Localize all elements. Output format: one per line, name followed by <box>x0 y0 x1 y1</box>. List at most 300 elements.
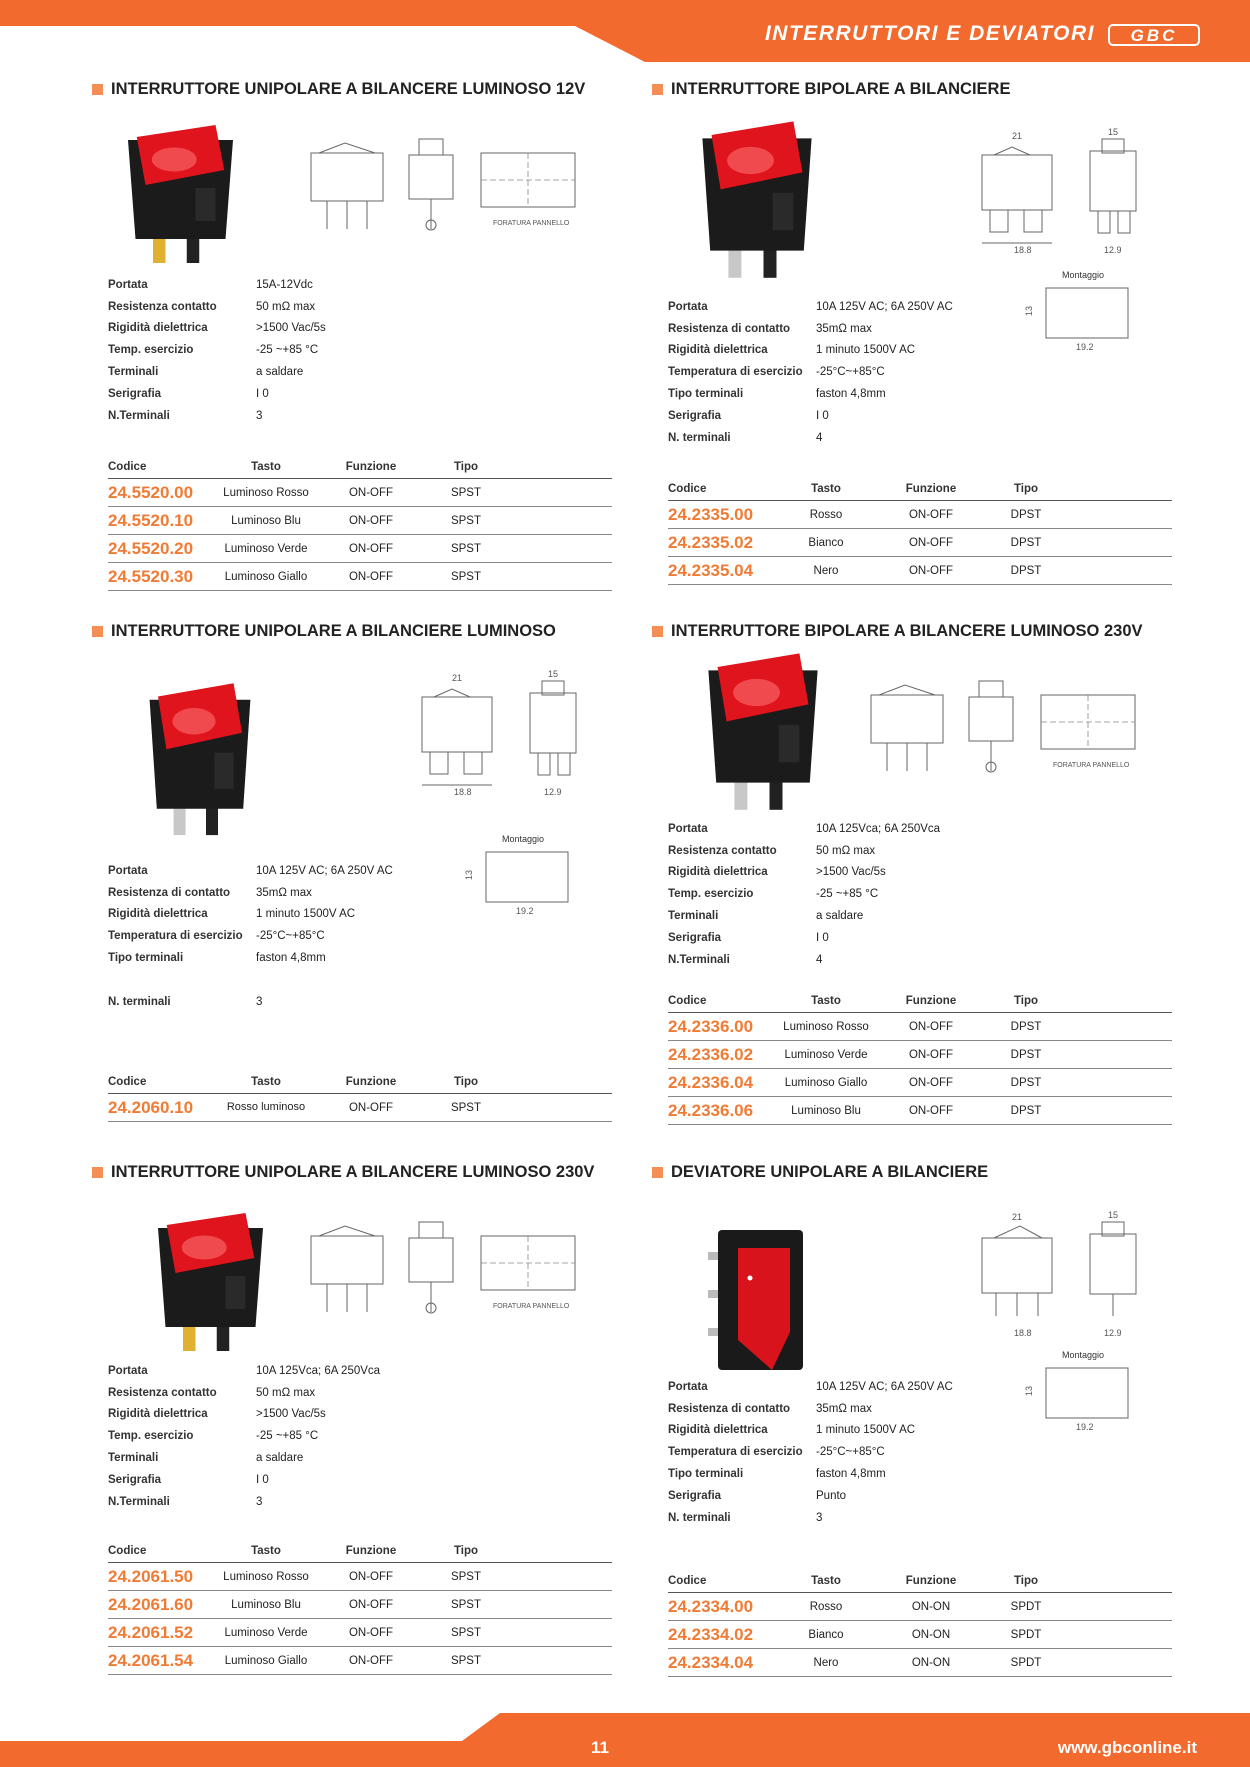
spec-row <box>108 361 326 383</box>
spec-key: Serigrafia <box>668 409 722 422</box>
tasto-cell: Luminoso Giallo <box>224 570 308 583</box>
svg-text:15: 15 <box>1108 127 1119 137</box>
spec-row <box>108 947 393 969</box>
section-title-text: INTERRUTTORE UNIPOLARE A BILANCERE LUMINOSO 12V <box>111 80 586 98</box>
tipo-cell: DPST <box>1010 508 1042 521</box>
spec-row <box>108 383 326 405</box>
svg-text:19.2: 19.2 <box>1076 342 1094 352</box>
table-header <box>668 1570 1172 1593</box>
spec-row <box>108 1447 380 1469</box>
spec-row <box>668 383 953 405</box>
technical-drawing <box>972 125 1162 260</box>
product-table <box>108 1540 612 1675</box>
column-header: Codice <box>108 1076 147 1088</box>
tasto-cell: Luminoso Rosso <box>783 1020 869 1033</box>
funzione-cell: ON-OFF <box>908 1020 954 1033</box>
section-title-text: DEVIATORE UNIPOLARE A BILANCIERE <box>671 1163 989 1181</box>
spec-value: -25 ~+85 °C <box>256 344 319 357</box>
product-code: 24.2336.02 <box>668 1044 754 1064</box>
spec-key: Portata <box>668 300 708 313</box>
spec-key: Rigidità dielettrica <box>108 322 208 335</box>
technical-drawing <box>297 125 587 250</box>
table-row <box>108 1647 612 1675</box>
column-header: Funzione <box>905 483 957 495</box>
spec-value: I 0 <box>816 409 829 422</box>
spec-value: 10A 125Vca; 6A 250Vca <box>256 1364 381 1377</box>
table-row <box>108 1619 612 1647</box>
funzione-cell: ON-OFF <box>348 1626 394 1639</box>
gbc-logo <box>1108 24 1200 51</box>
column-header: Codice <box>668 995 707 1007</box>
product-code: 24.2060.10 <box>108 1097 194 1117</box>
spec-value: 50 mΩ max <box>256 1386 316 1399</box>
product-code: 24.2061.50 <box>108 1566 194 1586</box>
spec-value: -25°C~+85°C <box>256 930 325 943</box>
spec-row <box>108 318 326 340</box>
svg-text:18.8: 18.8 <box>1014 1328 1032 1338</box>
svg-text:21: 21 <box>1012 1212 1023 1222</box>
spec-row <box>108 405 326 427</box>
spec-key: Rigidità dielettrica <box>668 344 768 357</box>
spec-value: 15A-12Vdc <box>256 278 313 291</box>
product-table <box>108 456 612 591</box>
tipo-cell: SPST <box>450 1598 482 1611</box>
spec-row <box>668 840 940 862</box>
spec-row <box>108 296 326 318</box>
spec-value: 50 mΩ max <box>256 300 316 313</box>
tipo-cell: DPST <box>1010 1076 1042 1089</box>
spec-value: 10A 125V AC; 6A 250V AC <box>816 300 953 313</box>
product-code: 24.2335.02 <box>668 532 754 552</box>
spec-key: Tipo terminali <box>668 388 744 401</box>
column-header: Tasto <box>811 483 841 495</box>
technical-drawing <box>857 667 1147 792</box>
funzione-cell: ON-OFF <box>908 508 954 521</box>
spec-value: I 0 <box>256 387 269 400</box>
spec-list <box>108 860 393 1013</box>
spec-key: N. terminali <box>108 995 171 1008</box>
tasto-cell: Nero <box>813 564 839 577</box>
funzione-cell: ON-ON <box>911 1600 951 1613</box>
tasto-cell: Luminoso Blu <box>231 514 301 527</box>
product-code: 24.2061.54 <box>108 1650 194 1670</box>
table-row <box>668 1041 1172 1069</box>
spec-list <box>108 274 326 427</box>
svg-text:18.8: 18.8 <box>454 787 472 797</box>
svg-text:12.9: 12.9 <box>1104 245 1122 255</box>
column-header: Funzione <box>345 1076 397 1088</box>
column-header: Tipo <box>453 1076 479 1088</box>
funzione-cell: ON-OFF <box>348 1654 394 1667</box>
tipo-cell: SPST <box>450 1570 482 1583</box>
technical-drawing <box>972 1208 1162 1343</box>
spec-row <box>108 969 393 991</box>
section-title <box>92 1163 594 1182</box>
svg-text:19.2: 19.2 <box>516 906 534 916</box>
table-header <box>108 1540 612 1563</box>
table-row <box>108 1563 612 1591</box>
svg-text:12.9: 12.9 <box>1104 1328 1122 1338</box>
funzione-cell: ON-ON <box>911 1656 951 1669</box>
spec-row <box>668 1507 953 1529</box>
spec-value: -25°C~+85°C <box>816 366 885 379</box>
spec-value: >1500 Vac/5s <box>816 866 886 879</box>
spec-row <box>668 1398 953 1420</box>
spec-row <box>108 904 393 926</box>
spec-key: Serigrafia <box>668 931 722 944</box>
tasto-cell: Luminoso Rosso <box>223 1570 309 1583</box>
table-row <box>668 501 1172 529</box>
column-header: Funzione <box>345 1545 397 1557</box>
spec-key: Temp. esercizio <box>668 888 754 901</box>
funzione-cell: ON-ON <box>911 1628 951 1641</box>
tasto-cell: Luminoso Rosso <box>223 486 309 499</box>
product-code: 24.2336.06 <box>668 1100 754 1120</box>
spec-row <box>668 1420 953 1442</box>
table-header <box>668 990 1172 1013</box>
spec-value: I 0 <box>816 931 829 944</box>
bullet-square-icon <box>652 626 663 637</box>
product-photo <box>148 1210 273 1365</box>
tasto-cell: Luminoso Blu <box>791 1104 861 1117</box>
spec-key: Rigidità dielettrica <box>668 866 768 879</box>
technical-drawing <box>412 667 602 802</box>
table-row <box>668 1097 1172 1125</box>
spec-row <box>668 318 953 340</box>
svg-text:FORATURA PANNELLO: FORATURA PANNELLO <box>493 220 570 227</box>
spec-value: 10A 125Vca; 6A 250Vca <box>816 822 941 835</box>
spec-key: Tipo terminali <box>668 1468 744 1481</box>
page-heading <box>765 22 1095 46</box>
column-header: Tipo <box>1013 483 1039 495</box>
table-row <box>668 1593 1172 1621</box>
table-row <box>108 1094 612 1122</box>
product-code: 24.2061.60 <box>108 1594 194 1614</box>
table-row <box>108 535 612 563</box>
column-header: Tipo <box>453 1545 479 1557</box>
product-code: 24.2334.02 <box>668 1624 754 1644</box>
product-code: 24.2334.00 <box>668 1596 754 1616</box>
section-title <box>92 80 585 99</box>
svg-text:FORATURA PANNELLO: FORATURA PANNELLO <box>1053 762 1130 769</box>
tipo-cell: SPST <box>450 570 482 583</box>
table-row <box>668 1069 1172 1097</box>
svg-text:FORATURA PANNELLO: FORATURA PANNELLO <box>493 1303 570 1310</box>
product-code: 24.2335.04 <box>668 560 754 580</box>
bullet-square-icon <box>652 1167 663 1178</box>
funzione-cell: ON-OFF <box>348 514 394 527</box>
product-table <box>108 1071 612 1122</box>
funzione-cell: ON-OFF <box>908 564 954 577</box>
spec-value: 35mΩ max <box>256 886 312 899</box>
spec-row <box>668 296 953 318</box>
section-title-text: INTERRUTTORE UNIPOLARE A BILANCIERE LUMINOSO <box>111 622 556 640</box>
spec-key: Resistenza contatto <box>668 844 777 857</box>
spec-key: Temperatura di esercizio <box>668 1446 803 1459</box>
spec-row <box>668 927 940 949</box>
table-header <box>108 456 612 479</box>
funzione-cell: ON-OFF <box>908 1076 954 1089</box>
section-title-text: INTERRUTTORE UNIPOLARE A BILANCERE LUMINOSO 230V <box>111 1163 595 1181</box>
spec-value: 1 minuto 1500V AC <box>816 344 916 357</box>
tasto-cell: Luminoso Giallo <box>784 1076 868 1089</box>
spec-key: Rigidità dielettrica <box>108 908 208 921</box>
product-table <box>668 478 1172 585</box>
spec-row <box>108 339 326 361</box>
spec-value: -25 ~+85 °C <box>816 888 879 901</box>
funzione-cell: ON-OFF <box>348 1570 394 1583</box>
spec-value: 1 minuto 1500V AC <box>816 1424 916 1437</box>
bullet-square-icon <box>92 84 103 95</box>
spec-key: Temp. esercizio <box>108 344 194 357</box>
table-row <box>668 1013 1172 1041</box>
tipo-cell: SPST <box>450 1101 482 1114</box>
tipo-cell: SPST <box>450 542 482 555</box>
spec-key: Rigidità dielettrica <box>108 1408 208 1421</box>
spec-key: Rigidità dielettrica <box>668 1424 768 1437</box>
spec-key: N.Terminali <box>668 953 730 966</box>
svg-text:Montaggio: Montaggio <box>1062 1350 1105 1360</box>
spec-key: Resistenza contatto <box>108 1386 217 1399</box>
tasto-cell: Nero <box>813 1656 839 1669</box>
column-header: Funzione <box>905 1575 957 1587</box>
svg-text:12.9: 12.9 <box>544 787 562 797</box>
spec-value: 3 <box>256 409 263 422</box>
spec-row <box>108 1469 380 1491</box>
funzione-cell: ON-OFF <box>908 1104 954 1117</box>
spec-row <box>668 905 940 927</box>
tasto-cell: Luminoso Verde <box>784 1048 868 1061</box>
tasto-cell: Luminoso Verde <box>224 1626 308 1639</box>
spec-row <box>668 883 940 905</box>
spec-key: Temp. esercizio <box>108 1430 194 1443</box>
tasto-cell: Luminoso Blu <box>231 1598 301 1611</box>
svg-text:19.2: 19.2 <box>1076 1422 1094 1432</box>
svg-text:13: 13 <box>1024 1385 1034 1396</box>
spec-value: -25°C~+85°C <box>816 1446 885 1459</box>
spec-row <box>668 340 953 362</box>
column-header: Codice <box>108 1545 147 1557</box>
tipo-cell: SPDT <box>1010 1628 1042 1641</box>
spec-value: 4 <box>816 431 823 444</box>
spec-row <box>668 427 953 449</box>
section-title <box>652 622 1143 641</box>
spec-row <box>108 1404 380 1426</box>
spec-key: N.Terminali <box>108 409 170 422</box>
spec-row <box>108 882 393 904</box>
funzione-cell: ON-OFF <box>348 570 394 583</box>
spec-value: 50 mΩ max <box>816 844 876 857</box>
product-code: 24.5520.00 <box>108 482 194 502</box>
section-title <box>652 80 1010 99</box>
spec-value: Punto <box>816 1489 847 1502</box>
funzione-cell: ON-OFF <box>348 486 394 499</box>
spec-key: Serigrafia <box>108 387 162 400</box>
table-row <box>108 507 612 535</box>
spec-key: Portata <box>668 1380 708 1393</box>
spec-row <box>668 405 953 427</box>
spec-key: Portata <box>108 1364 148 1377</box>
tipo-cell: SPST <box>450 486 482 499</box>
section-title <box>92 622 556 641</box>
column-header: Tasto <box>811 1575 841 1587</box>
funzione-cell: ON-OFF <box>908 1048 954 1061</box>
spec-value: 4 <box>816 953 823 966</box>
table-row <box>668 557 1172 585</box>
tasto-cell: Bianco <box>808 536 844 549</box>
spec-key: Terminali <box>108 1452 159 1465</box>
spec-key: Terminali <box>108 366 159 379</box>
product-photo <box>692 118 822 293</box>
column-header: Tipo <box>1013 1575 1039 1587</box>
column-header: Funzione <box>345 461 397 473</box>
spec-value: a saldare <box>256 1452 304 1465</box>
section-title-text: INTERRUTTORE BIPOLARE A BILANCERE LUMINOSO 230V <box>671 622 1143 640</box>
spec-row <box>108 1382 380 1404</box>
spec-list <box>668 296 953 449</box>
spec-value: faston 4,8mm <box>256 952 326 965</box>
spec-value: 10A 125V AC; 6A 250V AC <box>816 1380 953 1393</box>
spec-value: faston 4,8mm <box>816 388 886 401</box>
svg-text:GBC: GBC <box>1130 26 1178 45</box>
spec-value: >1500 Vac/5s <box>256 322 326 335</box>
montaggio-drawing <box>464 832 574 923</box>
spec-value: 3 <box>256 995 263 1008</box>
spec-value: -25 ~+85 °C <box>256 1430 319 1443</box>
tasto-cell: Bianco <box>808 1628 844 1641</box>
product-code: 24.2336.04 <box>668 1072 754 1092</box>
spec-key: Temperatura di esercizio <box>668 366 803 379</box>
funzione-cell: ON-OFF <box>348 542 394 555</box>
spec-value: >1500 Vac/5s <box>256 1408 326 1421</box>
spec-key: N. terminali <box>668 431 731 444</box>
spec-row <box>668 1485 953 1507</box>
tasto-cell: Rosso <box>809 508 843 521</box>
column-header: Codice <box>668 483 707 495</box>
product-code: 24.2061.52 <box>108 1622 194 1642</box>
funzione-cell: ON-OFF <box>348 1101 394 1114</box>
spec-key: Portata <box>108 278 148 291</box>
spec-key: Resistenza di contatto <box>668 1402 791 1415</box>
spec-list <box>668 1376 953 1529</box>
section-title <box>652 1163 988 1182</box>
spec-value: a saldare <box>816 910 864 923</box>
funzione-cell: ON-OFF <box>348 1598 394 1611</box>
spec-key: N. terminali <box>668 1511 731 1524</box>
svg-text:18.8: 18.8 <box>1014 245 1032 255</box>
spec-key: Serigrafia <box>108 1473 162 1486</box>
spec-row <box>668 1441 953 1463</box>
product-code: 24.5520.20 <box>108 538 194 558</box>
table-header <box>108 1071 612 1094</box>
spec-row <box>108 1360 380 1382</box>
spec-row <box>668 818 940 840</box>
tipo-cell: SPST <box>450 514 482 527</box>
tasto-cell: Rosso luminoso <box>226 1101 306 1113</box>
column-header: Tipo <box>453 461 479 473</box>
spec-value: 3 <box>816 1511 823 1524</box>
tipo-cell: DPST <box>1010 1104 1042 1117</box>
table-row <box>668 1649 1172 1677</box>
svg-text:21: 21 <box>452 673 463 683</box>
tasto-cell: Luminoso Verde <box>224 542 308 555</box>
product-photo <box>140 680 260 850</box>
tipo-cell: DPST <box>1010 1048 1042 1061</box>
column-header: Tasto <box>811 995 841 1007</box>
tipo-cell: SPST <box>450 1626 482 1639</box>
spec-row <box>668 862 940 884</box>
spec-row <box>108 860 393 882</box>
website-link[interactable]: www.gbconline.it <box>1057 1738 1197 1757</box>
spec-value: 35mΩ max <box>816 1402 872 1415</box>
spec-row <box>668 949 940 971</box>
table-header <box>668 478 1172 501</box>
column-header: Funzione <box>905 995 957 1007</box>
tipo-cell: DPST <box>1010 536 1042 549</box>
product-photo <box>118 122 243 277</box>
bullet-square-icon <box>652 84 663 95</box>
svg-text:13: 13 <box>464 869 474 880</box>
table-row <box>668 1621 1172 1649</box>
tasto-cell: Luminoso Giallo <box>224 1654 308 1667</box>
product-photo <box>700 1220 825 1385</box>
spec-key: Temperatura di esercizio <box>108 930 243 943</box>
page-heading-text: INTERRUTTORI E DEVIATORI <box>764 22 1095 45</box>
spec-key: Portata <box>108 864 148 877</box>
table-row <box>108 479 612 507</box>
tipo-cell: DPST <box>1010 1020 1042 1033</box>
svg-text:15: 15 <box>548 669 559 679</box>
column-header: Tasto <box>251 1545 281 1557</box>
tipo-cell: SPST <box>450 1654 482 1667</box>
spec-key: Portata <box>668 822 708 835</box>
spec-row <box>108 1491 380 1513</box>
spec-key: N.Terminali <box>108 1495 170 1508</box>
spec-list <box>668 818 940 971</box>
product-code: 24.5520.30 <box>108 566 194 586</box>
montaggio-drawing <box>1024 1348 1134 1439</box>
tipo-cell: SPDT <box>1010 1600 1042 1613</box>
spec-value: faston 4,8mm <box>816 1468 886 1481</box>
page-number: 11 <box>591 1738 609 1757</box>
table-row <box>108 563 612 591</box>
section-title-text: INTERRUTTORE BIPOLARE A BILANCIERE <box>671 80 1011 98</box>
spec-value: 1 minuto 1500V AC <box>256 908 356 921</box>
spec-value: a saldare <box>256 366 304 379</box>
spec-row <box>108 1425 380 1447</box>
funzione-cell: ON-OFF <box>908 536 954 549</box>
tasto-cell: Rosso <box>809 1600 843 1613</box>
spec-key: Resistenza di contatto <box>668 322 791 335</box>
spec-key: Serigrafia <box>668 1489 722 1502</box>
table-row <box>668 529 1172 557</box>
spec-key: Terminali <box>668 910 719 923</box>
technical-drawing <box>297 1208 587 1333</box>
column-header: Tasto <box>251 461 281 473</box>
spec-key: Resistenza contatto <box>108 300 217 313</box>
montaggio-drawing <box>1024 268 1134 359</box>
spec-key: Resistenza di contatto <box>108 886 231 899</box>
bullet-square-icon <box>92 626 103 637</box>
spec-row <box>668 1463 953 1485</box>
product-photo <box>698 650 828 825</box>
bullet-square-icon <box>92 1167 103 1178</box>
column-header: Codice <box>668 1575 707 1587</box>
spec-value: 3 <box>256 1495 263 1508</box>
spec-row <box>108 274 326 296</box>
product-table <box>668 1570 1172 1677</box>
spec-value: 10A 125V AC; 6A 250V AC <box>256 864 393 877</box>
